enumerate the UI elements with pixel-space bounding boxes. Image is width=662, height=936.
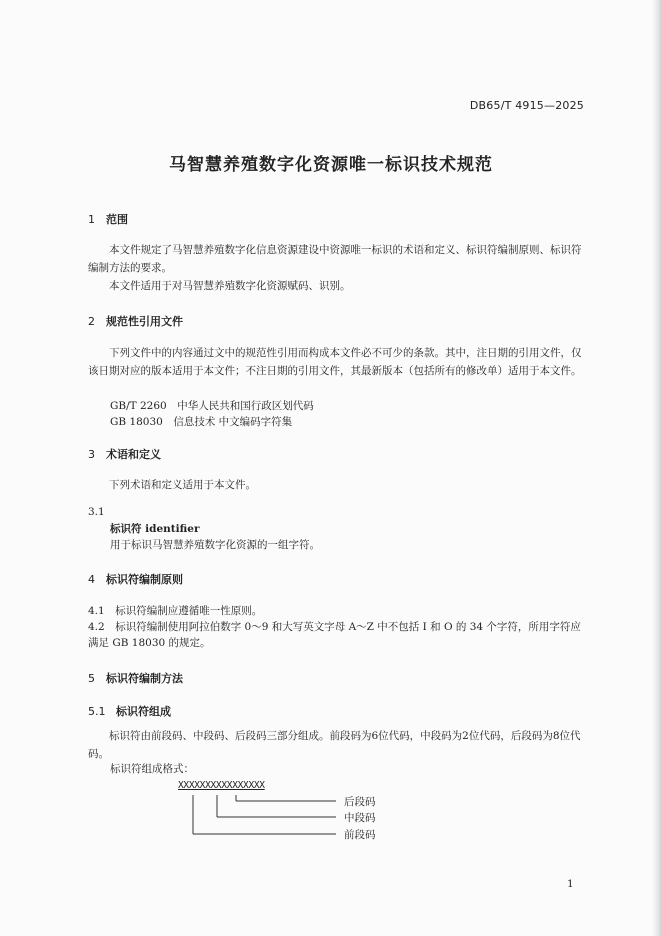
section-3-paragraph-1: 下列术语和定义适用于本文件。 — [109, 479, 256, 491]
section-1-paragraph-1: 本文件规定了马智慧养殖数字化信息资源建设中资源唯一标识的术语和定义、标识符编制原则、标识符编制方法的要求。 — [88, 244, 582, 274]
section-2-number: 2 — [88, 315, 95, 328]
section-3-number: 3 — [88, 448, 95, 461]
clause-4-1: 4.1 标识符编制应遵循唯一性原则。 — [88, 605, 263, 617]
reference-1: GB/T 2260 中华人民共和国行政区划代码 — [110, 400, 314, 412]
page-title: 马智慧养殖数字化资源唯一标识技术规范 — [169, 155, 493, 175]
subsection-3-1-number: 3.1 — [88, 506, 105, 518]
section-3-title: 术语和定义 — [106, 448, 161, 461]
section-4-title: 标识符编制原则 — [106, 573, 183, 586]
subsection-5-1-title: 标识符组成 — [116, 705, 171, 718]
section-1-number: 1 — [88, 213, 95, 226]
document-code: DB65/T 4915—2025 — [469, 99, 584, 112]
term-identifier: 标识符 identifier — [110, 523, 200, 535]
clause-4-2-line-1: 4.2 标识符编制使用阿拉伯数字 0～9 和大写英文字母 A～Z 中不包括 I 和 O 的 34 个字符，所用字符应 — [88, 621, 581, 633]
section-2-paragraph-1: 下列文件中的内容通过文中的规范性引用而构成本文件必不可少的条款。其中，注日期的引用文件，仅该日期对应的版本适用于本文件；不注日期的引用文件，其最新版本（包括所有的修改单）适用于本文件。 — [88, 347, 582, 377]
term-definition: 用于标识马智慧养殖数字化资源的一组字符。 — [110, 539, 320, 551]
subsection-5-1-number: 5.1 — [88, 705, 106, 718]
clause-4-2-line-2: 满足 GB 18030 的规定。 — [88, 637, 211, 649]
mid-segment-label: 中段码 — [344, 812, 376, 824]
back-segment-label: 后段码 — [344, 796, 376, 808]
section-4-number: 4 — [88, 573, 95, 586]
reference-2: GB 18030 信息技术 中文编码字符集 — [110, 416, 293, 428]
section-2-title: 规范性引用文件 — [106, 315, 183, 328]
section-1-paragraph-2: 本文件适用于对马智慧养殖数字化资源赋码、识别。 — [109, 280, 351, 292]
page-number: 1 — [567, 878, 574, 890]
section-5-number: 5 — [88, 672, 95, 685]
section-5-title: 标识符编制方法 — [106, 672, 183, 685]
identifier-format-code: XXXXXXXXXXXXXXXX — [178, 780, 265, 791]
section-1-title: 范围 — [106, 213, 128, 226]
format-label: 标识符组成格式： — [110, 763, 194, 775]
section-5-paragraph-1: 标识符由前段码、中段码、后段码三部分组成。前段码为6位代码，中段码为2位代码，后段码为8位代码。 — [88, 730, 581, 760]
front-segment-label: 前段码 — [344, 829, 376, 841]
